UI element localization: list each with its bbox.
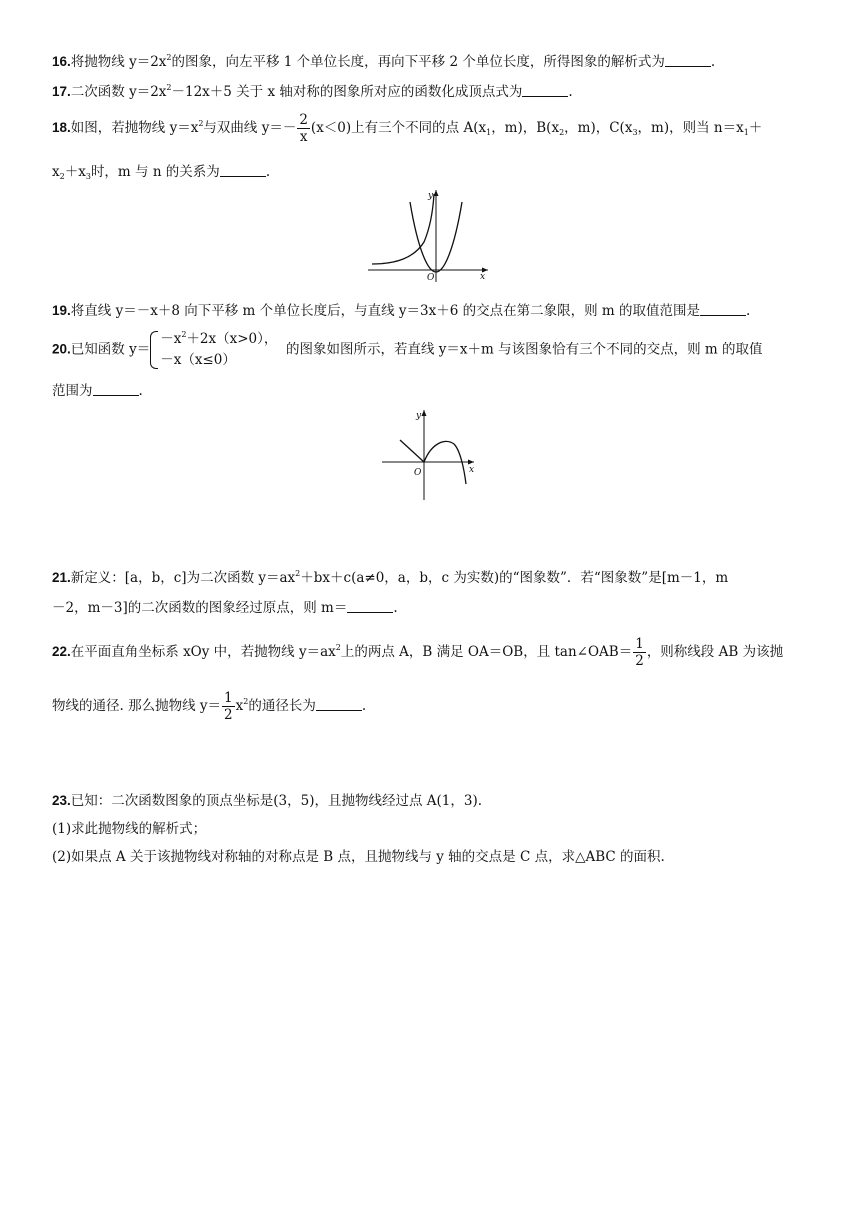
answer-blank[interactable] <box>316 696 362 711</box>
question-23: 23.已知：二次函数图象的顶点坐标是(3，5)，且抛物线经过点 A(1，3). <box>52 793 483 809</box>
y-axis-arrow <box>422 410 427 416</box>
answer-blank[interactable] <box>665 52 711 67</box>
y-axis-label: y <box>416 411 422 421</box>
question-number: 16. <box>52 54 71 69</box>
fraction: $\frac{1}{2}$ <box>635 636 644 669</box>
question-23-part-2: (2)如果点 A 关于该抛物线对称轴的对称点是 B 点，且抛物线与 y 轴的交点是 C 点，求△ABC 的面积. <box>52 849 665 865</box>
hyperbola-curve <box>372 194 434 264</box>
piecewise-function: $-x^2+2x(x>0)$， －x（x≤0） <box>150 329 277 371</box>
y-axis-label: y <box>428 191 434 201</box>
question-number: 21. <box>52 570 71 585</box>
answer-blank[interactable] <box>220 162 266 177</box>
left-branch-line <box>400 440 424 462</box>
x-axis-arrow <box>468 460 474 465</box>
question-20-line-2: 范围为 . <box>52 383 143 399</box>
answer-blank[interactable] <box>522 82 568 97</box>
fraction: $\frac{2}{x}$ <box>299 112 308 145</box>
question-20: 20.已知函数 y＝ $-x^2+2x(x>0)$， －x（x≤0） 的图象如图所示，若直线 y＝x＋m 与该图象恰有三个不同的交点，则 m 的取值 <box>52 329 763 371</box>
question-18: 18.如图，若抛物线 $y=x^2$与双曲线 y＝－ $\frac{2}{x}$ (x＜0)上有三个不同的点 $A(x_1$，m)，$B(x_2$，m)，$C(x_3$，m)，则当 $n=x_1+$ <box>52 112 763 145</box>
question-number: 17. <box>52 84 71 99</box>
right-branch-parabola <box>424 441 466 484</box>
origin-label: O <box>427 273 435 283</box>
x-axis-label: x <box>469 465 475 475</box>
question-17: 17.二次函数 $y=2x^2-12x+5$ 关于 x 轴对称的图象所对应的函数化成顶点式为 . <box>52 83 573 100</box>
origin-label: O <box>414 468 422 478</box>
fraction: $\frac{1}{2}$ <box>224 690 233 723</box>
question-19: 19.将直线 y＝－x＋8 向下平移 m 个单位长度后，与直线 y＝3x＋6 的交点在第二象限，则 m 的取值范围是 . <box>52 303 751 319</box>
question-16: 16.将抛物线 $y=2x^2$的图象，向左平移 1 个单位长度，再向下平移 2 个单位长度，所得图象的解析式为 . <box>52 53 716 70</box>
question-23-part-1: (1)求此抛物线的解析式； <box>52 821 207 837</box>
question-21-line-2: －2，m－3]的二次函数的图象经过原点，则 m＝ . <box>52 600 398 616</box>
x-axis-label: x <box>480 272 486 282</box>
answer-blank[interactable] <box>93 381 139 396</box>
question-number: 20. <box>52 341 71 357</box>
answer-blank[interactable] <box>347 598 393 613</box>
question-21: 21.新定义：[a，b，c]为二次函数 $y=ax^2+bx+c(a\ne 0$，a，b，c 为实数)的“图象数”．若“图象数”是[m－1，m <box>52 569 729 586</box>
question-number: 22. <box>52 644 71 659</box>
question-number: 19. <box>52 303 71 318</box>
question-22: 22.在平面直角坐标系 xOy 中，若抛物线 $y=ax^2$上的两点 A，B 满足 OA＝OB，且 tan∠OAB＝ $\frac{1}{2}$ ，则称线段 AB 为该抛 <box>52 636 784 669</box>
question-number: 23. <box>52 793 71 808</box>
figure-20-graph <box>380 404 480 502</box>
figure-18-graph <box>366 186 492 284</box>
question-number: 18. <box>52 120 71 135</box>
answer-blank[interactable] <box>700 301 746 316</box>
question-18-line-2: $x_2+x_3$时，m 与 n 的关系为 . <box>52 164 271 181</box>
question-22-line-2: 物线的通径. 那么抛物线 y＝ $\frac{1}{2}$ $x^2$的通径长为 . <box>52 690 367 723</box>
